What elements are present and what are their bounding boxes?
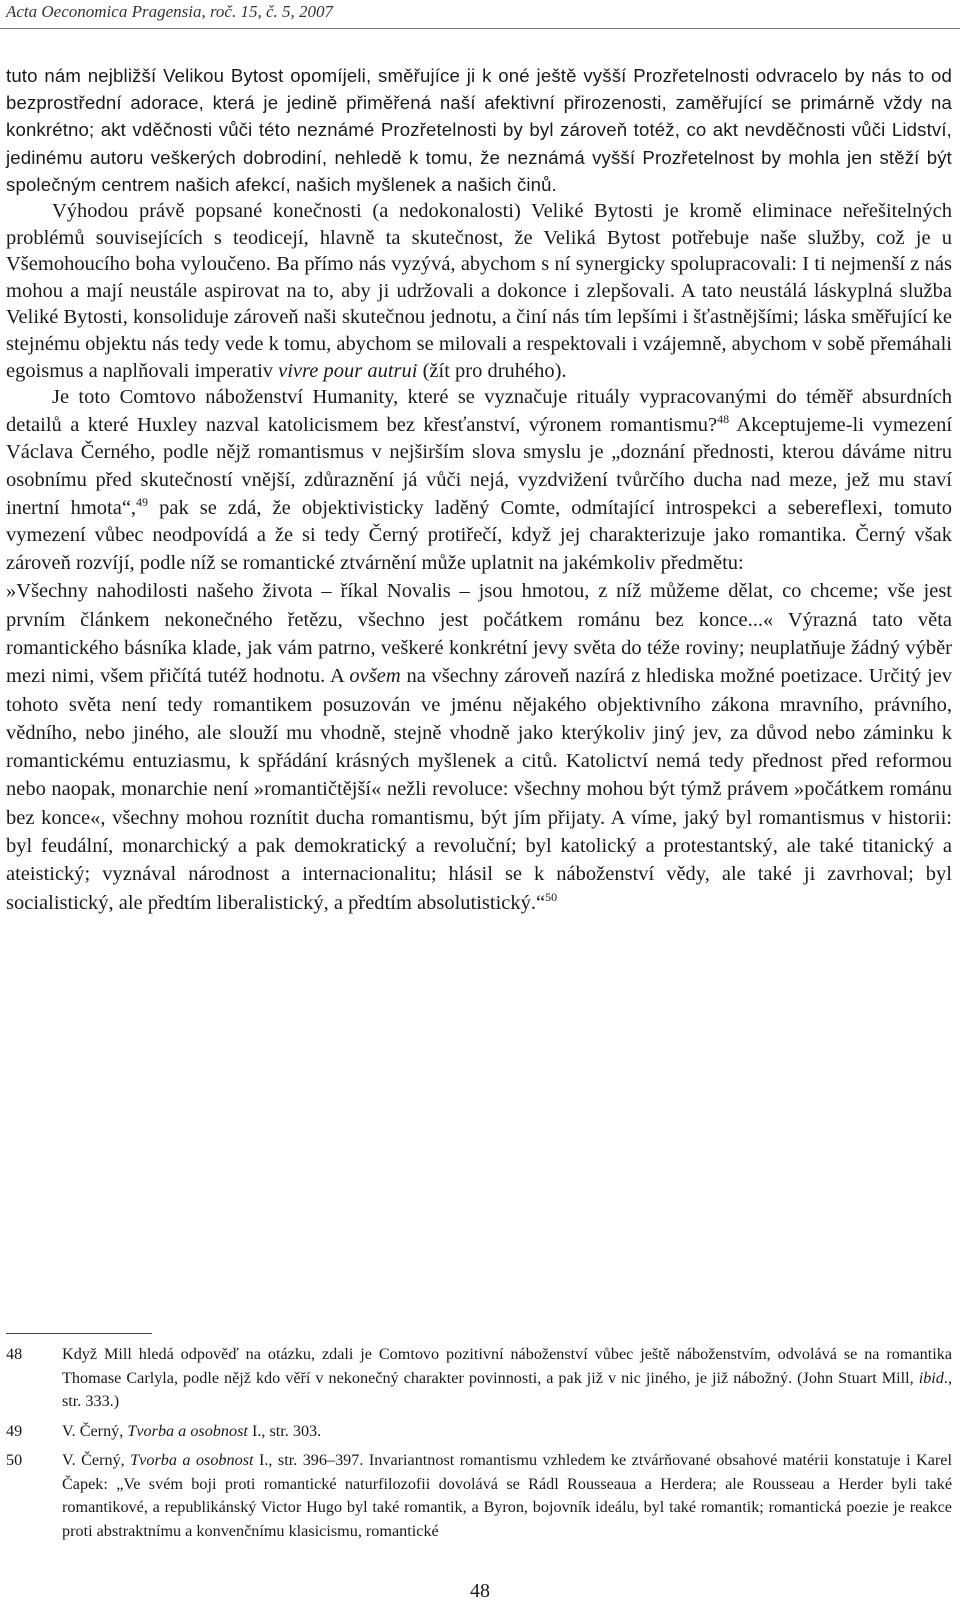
header-rule bbox=[0, 28, 960, 29]
paragraph-2-text-b: (žít pro druhého). bbox=[417, 359, 567, 382]
footnote-text-b: ., str. 333.) bbox=[62, 1368, 952, 1410]
footnote-italic: Tvorba a osobnost bbox=[130, 1451, 254, 1469]
footnote-number: 49 bbox=[6, 1421, 23, 1440]
footnote-italic: ibid bbox=[918, 1368, 944, 1387]
footnote-49 bbox=[6, 1420, 952, 1444]
footnote-text-b: I., str. 303. bbox=[247, 1421, 322, 1440]
footnote-number: 48 bbox=[6, 1345, 23, 1363]
paragraph-2-italic: vivre pour autrui bbox=[278, 359, 418, 382]
quote-text-b: na všechny zároveň nazírá z hlediska možné poetizace. Určitý jev tohoto světa není tedy romantikem posuzován ve jménu nějakého objektivního zákona mravního, právního, vědního, nebo jiného, ale slouží mu vhodně, stejně vhodně jako kterýkoliv jiný jev, za důvod nebo záminku k romantickému entuziasmu, k spřádání krásných myšlenek a citů. Katolictví nemá tedy přednost před reformou nebo naopak, monarchie není »romantičtější« nežli revoluce: všechny mohou být týmž právem »počátkem románu bez konce«, všechny mohou roznítit ducha romantismu, být jím přijaty. A víme, jaký byl romantismus v historii: byl feudální, monarchický a pak demokratický a revoluční; byl katolický a protestantský, ale také titanický a ateistický; vyznával národnost a internacionalitu; hlásil se k náboženství vědy, ale také ji zavrhoval; byl socialistický, ale předtím liberalistický, a předtím absolutistický.“ bbox=[6, 665, 953, 914]
footnote-text-a: V. Černý, bbox=[62, 1451, 131, 1469]
footnote-50 bbox=[6, 1449, 952, 1543]
footnote-ref-50[interactable]: 50 bbox=[545, 889, 558, 904]
footnote-text bbox=[62, 1449, 952, 1543]
footnote-text bbox=[62, 1420, 952, 1444]
paragraph-3-text-a: Je toto Comtovo náboženství Humanity, které se vyznačuje rituály vypracovanými do téměř absurdních detailů a které Huxley nazval katolicismem bez křesťanství, výronem romantismu? bbox=[6, 386, 952, 436]
paragraph-3-text-b: Akceptujeme-li vymezení Václava Černého, podle nějž romantismus v nejširším slova smyslu je „doznání přednosti, kterou dáváme nitru osobnímu před skutečností vnější, zdůraznění já vůči nejá, vyzdvižení tvůrčího ducha nad meze, jež mu staví inertní hmota“, bbox=[6, 413, 953, 519]
footnote-text-a: Když Mill hledá odpověď na otázku, zdali je Comtovo pozitivní náboženství vůbec ještě náboženstvím, odvolává se na romantika Thomase Carlyla, podle nějž kdo věří v nekonečný charakter povinnosti, a pak již v nic jiného, je již nábožný. (John Stuart Mill, bbox=[62, 1345, 952, 1387]
footnote-italic: Tvorba a osobnost bbox=[127, 1421, 248, 1440]
page-number: 48 bbox=[470, 1580, 490, 1602]
footnote-48 bbox=[6, 1343, 952, 1414]
paragraph-2 bbox=[6, 198, 952, 384]
paragraph-3 bbox=[6, 384, 952, 577]
footnote-text-b: I., str. 396–397. Invariantnost romantismu vzhledem ke ztvárňované obsahové matérii konstatuje i Karel Čapek: „Ve svém boji proti romantické naturfilozofii dovolává se Rádl Rousseaua a Herdera; ale Rousseau a Herder byli také romantikové, a republikánský Victor Hugo byl také romantik, a Byron, bojovník ideálu, byl také romantik; romantická poezie je reakce proti abstraktnímu a konvenčnímu klasicismu, romantické bbox=[62, 1451, 952, 1540]
footnotes bbox=[6, 1343, 952, 1549]
quote-italic: ovšem bbox=[349, 665, 401, 688]
block-quote bbox=[6, 577, 952, 917]
paragraph-2-text-a: Výhodou právě popsané konečnosti (a nedokonalosti) Veliké Bytosti je kromě eliminace neřešitelných problémů souvisejících s teodicejí, hlavně ta skutečnost, že Veliká Bytost potřebuje naše služby, což je u Všemohoucího boha vyloučeno. Ba přímo nás vyzývá, abychom s ní synergicky spolupracovali: I ti nejmenší z nás mohou a mají neustále aspirovat na to, aby ji udržovali a dokonce i zlepšovali. A tato neustálá láskyplná služba Veliké Bytosti, konsoliduje zároveň naši skutečnou jednotu, a činí nás tím lepšími i šťastnějšími; láska směřující ke stejnému objektu nás tedy vede k tomu, abychom se milovali a respektovali i vzájemně, abychom v sobě přemáhali egoismus a naplňovali imperativ bbox=[6, 200, 952, 382]
paragraph-1-text: tuto nám nejbližší Velikou Bytost opomíjeli, směřujíce ji k oné ještě vyšší Prozřetelnosti odvracelo by nás to od bezprostřední adorace, která je jedině přiměřená naší afektivní přirozenosti, zaměřující se primárně vždy na konkrétno; akt vděčnosti vůči této neznámé Prozřetelnosti by byl zároveň totéž, co akt nevděčnosti vůči Lidství, jedinému autoru veškerých dobrodiní, nehledě k tomu, že neznámá vyšší Prozřetelnost by mohla jen stěží být společným centrem našich afekcí, našich myšlenek a našich činů. bbox=[6, 65, 952, 195]
quote-text-a: »Všechny nahodilosti našeho života – říkal Novalis – jsou hmotou, z níž můžeme dělat, co chceme; vše jest prvním článkem nekonečného řetězu, všechno jest počátkem románu bez konce...« Výrazná tato věta romantického básníka klade, jak vám patrno, veškeré konkrétní jevy světa do téže roviny; neuplatňuje žádný výběr mezi nimi, všem přičítá tutéž hodnotu. A bbox=[6, 580, 952, 688]
footnote-text-a: V. Černý, bbox=[62, 1421, 128, 1440]
footnote-ref-48[interactable]: 48 bbox=[717, 411, 730, 426]
running-header: Acta Oeconomica Pragensia, roč. 15, č. 5, 2007 bbox=[6, 2, 334, 21]
footnote-number: 50 bbox=[6, 1451, 23, 1469]
paragraph-1 bbox=[6, 62, 952, 198]
body-text bbox=[6, 62, 952, 917]
footnote-rule bbox=[6, 1333, 152, 1334]
footnote-ref-49[interactable]: 49 bbox=[136, 494, 149, 509]
footnote-text bbox=[62, 1343, 952, 1414]
paragraph-3-text-c: pak se zdá, že objektivisticky laděný Comte, odmítající introspekci a sebereflexi, tomuto vymezení vůbec neodpovídá a že si tedy Černý protiřečí, když jej charakterizuje jako romantika. Černý však zároveň rozvíjí, podle níž se romantické ztvárnění může uplatnit na jakémkoliv předmětu: bbox=[6, 496, 952, 574]
